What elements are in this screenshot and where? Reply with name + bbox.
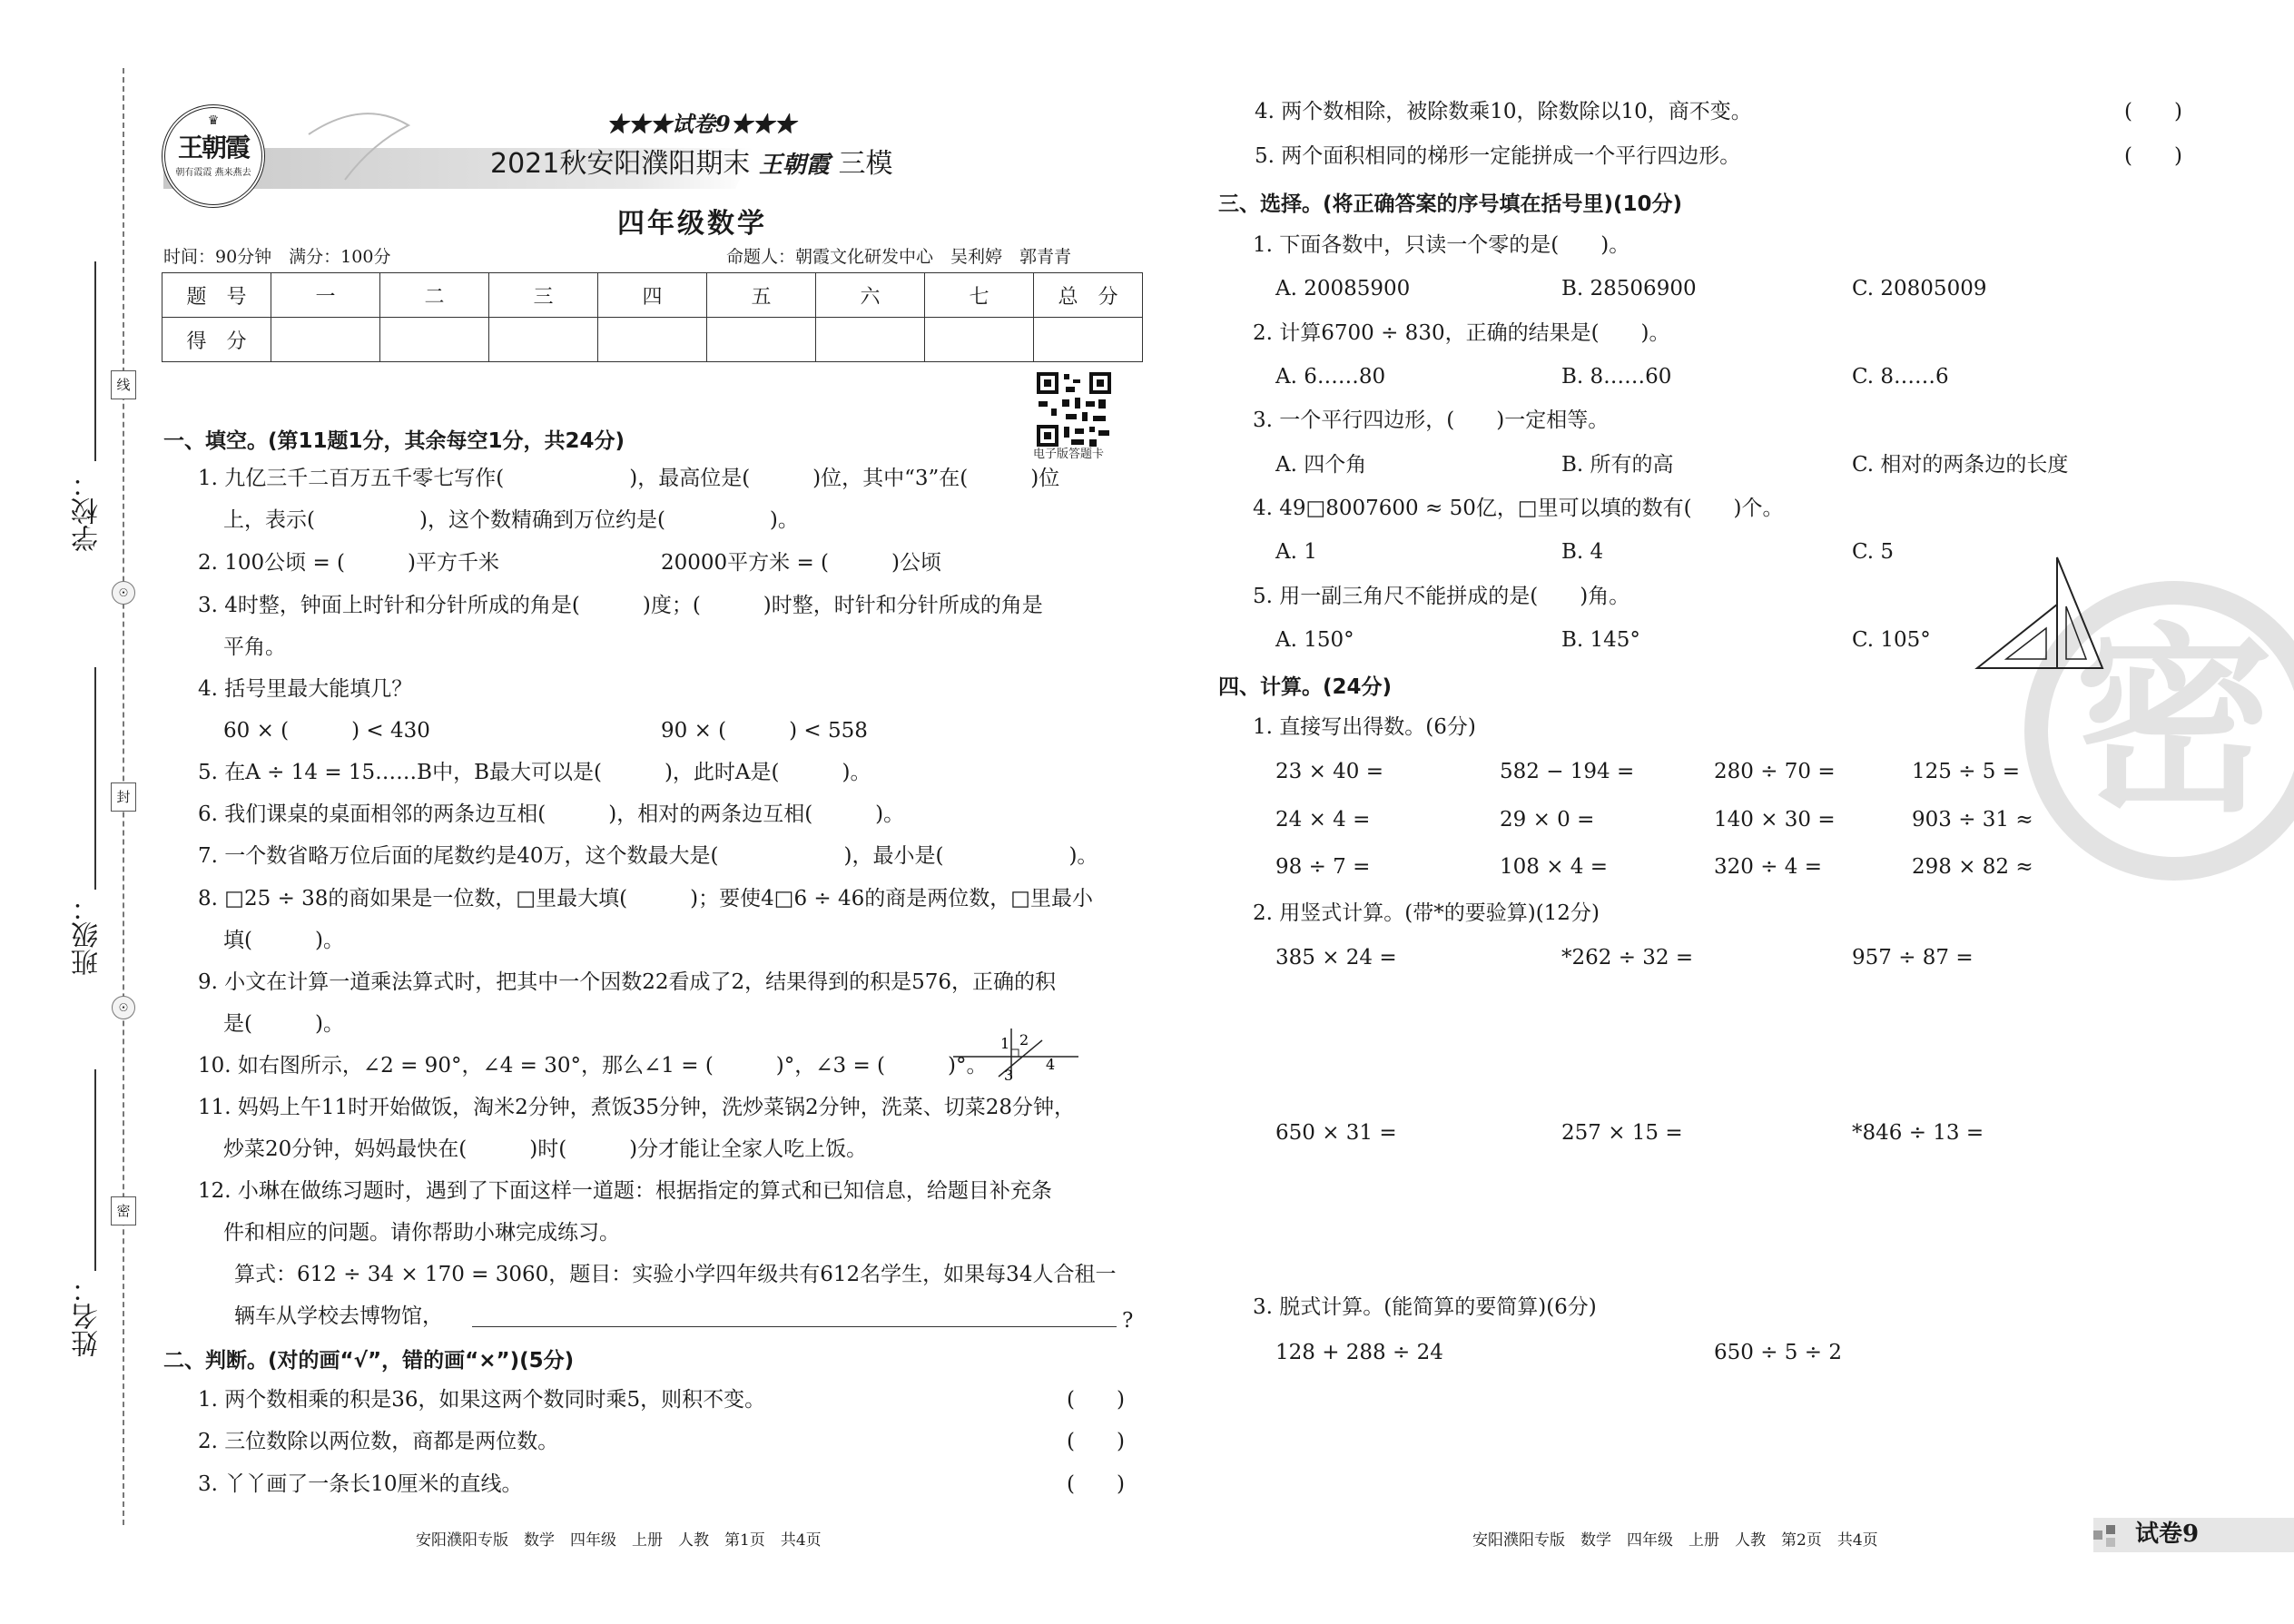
- qr-caption: 电子版答题卡: [1033, 448, 1105, 461]
- judge-q4-answer[interactable]: ( ): [2124, 100, 2182, 123]
- binding-hole-icon: ☉: [112, 996, 135, 1019]
- stepwise-calc-item: 650 ÷ 5 ÷ 2: [1714, 1341, 1842, 1364]
- q1-9-line1: 9. 小文在计算一道乘法算式时，把其中一个因数22看成了2，结果得到的积是576，正确的积: [198, 970, 1057, 994]
- q1-12-answer-line[interactable]: [472, 1326, 1117, 1327]
- q1-12-line4: 辆车从学校去博物馆，: [234, 1304, 443, 1328]
- oral-calc-item: 903 ÷ 31 ≈: [1912, 808, 2033, 832]
- score-cell[interactable]: [598, 318, 707, 362]
- choice-q5-c[interactable]: C. 105°: [1852, 628, 1931, 652]
- q1-11-line2: 炒菜20分钟，妈妈最快在( )时( )分才能让全家人吃上饭。: [223, 1137, 868, 1161]
- choice-q2-a[interactable]: A. 6……80: [1275, 365, 1386, 389]
- q1-5: 5. 在A ÷ 14 = 15……B中，B最大可以是( )，此时A是( )。: [198, 761, 871, 784]
- judge-q1-answer[interactable]: ( ): [1067, 1388, 1125, 1412]
- score-header-cell: 七: [925, 273, 1034, 318]
- score-header-cell: 四: [598, 273, 707, 318]
- oral-calc-item: 320 ÷ 4 =: [1714, 855, 1823, 879]
- score-cell[interactable]: [380, 318, 489, 362]
- oral-calc-item: 98 ÷ 7 =: [1275, 855, 1371, 879]
- set-square-figure: [1970, 552, 2106, 672]
- judge-q5: 5. 两个面积相同的梯形一定能拼成一个平行四边形。: [1255, 144, 1741, 168]
- crown-icon: ♛: [207, 113, 220, 128]
- score-header-cell: 题 号: [162, 273, 271, 318]
- time-info: 时间：90分钟 满分：100分: [163, 247, 391, 267]
- judge-q2: 2. 三位数除以两位数，商都是两位数。: [198, 1430, 559, 1453]
- q1-2-part2: 20000平方米 = ( )公顷: [661, 551, 942, 575]
- oral-calc-item: 280 ÷ 70 =: [1714, 760, 1836, 783]
- q1-7: 7. 一个数省略万位后面的尾数约是40万，这个数最大是( )，最小是( )。: [198, 844, 1098, 868]
- angle-figure: [944, 1024, 1080, 1088]
- score-cell[interactable]: [707, 318, 816, 362]
- q1-12-line3: 算式：612 ÷ 34 × 170 = 3060，题目：实验小学四年级共有612名学生，如果每34人合租一: [234, 1263, 1117, 1286]
- name-label: 姓名：: [72, 1275, 103, 1357]
- vertical-calc-item: 650 × 31 =: [1275, 1121, 1397, 1145]
- exam-title: 2021秋安阳濮阳期末 王朝霞 三模: [490, 148, 893, 180]
- seal-mark-2: 密: [111, 1196, 136, 1225]
- score-row-label: 得 分: [162, 318, 271, 362]
- oral-calc-item: 29 × 0 =: [1500, 808, 1595, 832]
- score-cell[interactable]: [489, 318, 598, 362]
- line-mark: 线: [111, 370, 136, 399]
- choice-q4-c[interactable]: C. 5: [1852, 540, 1895, 564]
- q1-12-question-mark: ?: [1122, 1309, 1134, 1333]
- school-label: 学校：: [72, 470, 103, 552]
- q1-11-line1: 11. 妈妈上午11时开始做饭，淘米2分钟，煮饭35分钟，洗炒菜锅2分钟，洗菜、切菜28分钟，: [198, 1096, 1075, 1119]
- section1-title: 一、填空。(第11题1分，其余每空1分，共24分): [163, 429, 625, 453]
- choice-q1-b[interactable]: B. 28506900: [1561, 277, 1697, 300]
- oral-calc-item: 108 × 4 =: [1500, 855, 1609, 879]
- choice-q1-c[interactable]: C. 20805009: [1852, 277, 1987, 300]
- choice-q5-b[interactable]: B. 145°: [1561, 628, 1640, 652]
- q1-6: 6. 我们课桌的桌面相邻的两条边互相( )，相对的两条边互相( )。: [198, 802, 905, 826]
- choice-q5: 5. 用一副三角尺不能拼成的是( )角。: [1253, 585, 1630, 608]
- school-field[interactable]: [94, 261, 96, 461]
- oral-calc-item: 23 × 40 =: [1275, 760, 1384, 783]
- q1-4-title: 4. 括号里最大能填几？: [198, 677, 413, 701]
- angle-label: 1: [1000, 1035, 1010, 1052]
- choice-q3: 3. 一个平行四边形，( )一定相等。: [1253, 408, 1610, 432]
- seal-mark: 封: [111, 782, 136, 812]
- choice-q3-c[interactable]: C. 相对的两条边的长度: [1852, 453, 2069, 477]
- footer-paper-tag: 试卷9: [2135, 1521, 2200, 1548]
- oral-calc-item: 298 × 82 ≈: [1912, 855, 2033, 879]
- vertical-calc-item: 385 × 24 =: [1275, 946, 1397, 969]
- judge-q5-answer[interactable]: ( ): [2124, 144, 2182, 168]
- q1-8-line1: 8. □25 ÷ 38的商如果是一位数，□里最大填( )；要使4□6 ÷ 46的商是两位数，□里最小: [198, 887, 1093, 910]
- calc-part2-title: 2. 用竖式计算。(带*的要验算)(12分): [1253, 901, 1600, 925]
- choice-q3-a[interactable]: A. 四个角: [1275, 453, 1367, 477]
- choice-q4: 4. 49□8007600 ≈ 50亿，□里可以填的数有( )个。: [1253, 497, 1784, 520]
- oral-calc-item: 24 × 4 =: [1275, 808, 1371, 832]
- right-angle-mark: [1011, 1049, 1019, 1057]
- score-cell[interactable]: [925, 318, 1034, 362]
- choice-q2-b[interactable]: B. 8……60: [1561, 365, 1672, 389]
- score-cell[interactable]: [271, 318, 380, 362]
- score-cell[interactable]: [1034, 318, 1143, 362]
- q1-3-line1: 3. 4时整，钟面上时针和分针所成的角是( )度；( )时整，时针和分针所成的角是: [198, 594, 1043, 617]
- oral-calc-item: 582 − 194 =: [1500, 760, 1635, 783]
- stepwise-calc-item: 128 + 288 ÷ 24: [1275, 1341, 1443, 1364]
- q1-4b: 90 × ( ) < 558: [661, 719, 868, 743]
- calc-part1-title: 1. 直接写出得数。(6分): [1253, 715, 1476, 739]
- score-table: [162, 272, 1143, 362]
- choice-q5-a[interactable]: A. 150°: [1275, 628, 1354, 652]
- name-field[interactable]: [94, 1069, 96, 1271]
- footer-right: 安阳濮阳专版 数学 四年级 上册 人教 第2页 共4页: [1472, 1531, 1878, 1550]
- section4-title: 四、计算。(24分): [1218, 675, 1393, 699]
- judge-q3: 3. 丫丫画了一条长10厘米的直线。: [198, 1472, 523, 1496]
- q1-1-line1: 1. 九亿三千二百万五千零七写作( )，最高位是( )位，其中“3”在( )位: [198, 467, 1060, 490]
- authors: 命题人：朝霞文化研发中心 吴利婷 郭青青: [726, 247, 1072, 267]
- q1-1-line2: 上，表示( )，这个数精确到万位约是( )。: [223, 508, 799, 532]
- q1-2-part1: 2. 100公顷 = ( )平方千米: [198, 551, 499, 575]
- score-header-cell: 总 分: [1034, 273, 1143, 318]
- choice-q4-b[interactable]: B. 4: [1561, 540, 1604, 564]
- angle-label: 2: [1019, 1031, 1029, 1048]
- judge-q3-answer[interactable]: ( ): [1067, 1472, 1125, 1496]
- choice-q2: 2. 计算6700 ÷ 830，正确的结果是( )。: [1253, 321, 1670, 345]
- class-field[interactable]: [94, 667, 96, 890]
- angle-label: 3: [1004, 1067, 1014, 1084]
- paper-number: ★★★试卷9★★★: [606, 111, 796, 137]
- score-header-cell: 五: [707, 273, 816, 318]
- judge-q2-answer[interactable]: ( ): [1067, 1430, 1125, 1453]
- score-header-cell: 一: [271, 273, 380, 318]
- q1-3-line2: 平角。: [223, 635, 286, 659]
- oral-calc-item: 125 ÷ 5 =: [1912, 760, 2021, 783]
- choice-q2-c[interactable]: C. 8……6: [1852, 365, 1949, 389]
- angle-label: 4: [1046, 1056, 1056, 1073]
- q1-12-line1: 12. 小琳在做练习题时，遇到了下面这样一道题：根据指定的算式和已知信息，给题目补充条: [198, 1179, 1052, 1203]
- footer-left: 安阳濮阳专版 数学 四年级 上册 人教 第1页 共4页: [416, 1531, 822, 1550]
- score-header-cell: 三: [489, 273, 598, 318]
- score-header-cell: 二: [380, 273, 489, 318]
- vertical-calc-item: *262 ÷ 32 =: [1561, 946, 1694, 969]
- vertical-calc-item: 957 ÷ 87 =: [1852, 946, 1974, 969]
- binding-hole-icon: ☉: [112, 581, 135, 605]
- q1-9-line2: 是( )。: [223, 1012, 344, 1036]
- score-header-cell: 六: [816, 273, 925, 318]
- choice-q3-b[interactable]: B. 所有的高: [1561, 453, 1674, 477]
- judge-q1: 1. 两个数相乘的积是36，如果这两个数同时乘5，则积不变。: [198, 1388, 766, 1412]
- q1-12-line2: 件和相应的问题。请你帮助小琳完成练习。: [223, 1221, 620, 1245]
- subject-title: 四年级数学: [617, 208, 767, 240]
- section2-title: 二、判断。(对的画“√”，错的画“×”)(5分): [163, 1349, 575, 1373]
- class-label: 班级：: [72, 894, 103, 976]
- judge-q4: 4. 两个数相除，被除数乘10，除数除以10，商不变。: [1255, 100, 1752, 123]
- brand-logo: ♛ 王朝霞 朝有霞霞 燕来燕去: [162, 104, 265, 208]
- qr-code[interactable]: [1035, 370, 1113, 448]
- choice-q1: 1. 下面各数中，只读一个零的是( )。: [1253, 233, 1630, 257]
- confidential-watermark: 密: [2024, 581, 2294, 881]
- oral-calc-item: 140 × 30 =: [1714, 808, 1836, 832]
- choice-q1-a[interactable]: A. 20085900: [1275, 277, 1411, 300]
- section3-title: 三、选择。(将正确答案的序号填在括号里)(10分): [1218, 192, 1683, 216]
- q1-4a: 60 × ( ) < 430: [223, 719, 430, 743]
- choice-q4-a[interactable]: A. 1: [1275, 540, 1317, 564]
- score-cell[interactable]: [816, 318, 925, 362]
- q1-10: 10. 如右图所示，∠2 = 90°，∠4 = 30°，那么∠1 = ( )°，∠3 = ( )°。: [198, 1054, 988, 1078]
- calc-part3-title: 3. 脱式计算。(能简算的要简算)(6分): [1253, 1295, 1597, 1319]
- vertical-calc-item: *846 ÷ 13 =: [1852, 1121, 1984, 1145]
- q1-8-line2: 填( )。: [223, 929, 344, 952]
- vertical-calc-item: 257 × 15 =: [1561, 1121, 1683, 1145]
